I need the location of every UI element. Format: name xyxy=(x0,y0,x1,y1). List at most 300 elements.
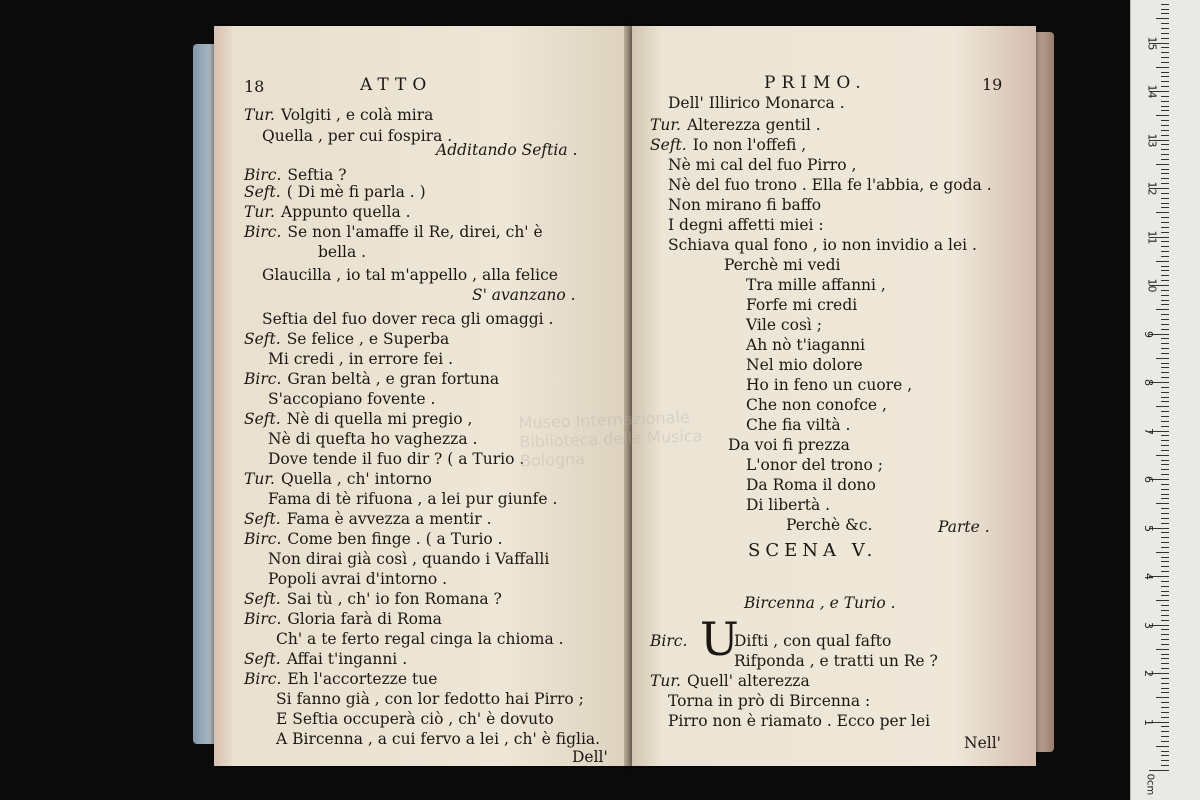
line-text: Additando Seftia . xyxy=(436,141,578,159)
ruler-tick xyxy=(1161,663,1169,664)
text-line xyxy=(668,216,824,234)
text-line xyxy=(262,127,452,145)
watermark-line: Biblioteca della Musica xyxy=(518,426,703,452)
ruler-tick xyxy=(1161,634,1169,635)
ruler-tick xyxy=(1156,455,1169,456)
line-text: Ah nò t'iaganni xyxy=(746,336,866,354)
line-text: Seftia del fuo dover reca gli omaggi . xyxy=(262,310,554,328)
drop-capital: U xyxy=(700,612,739,666)
text-line xyxy=(268,550,549,568)
ruler-tick xyxy=(1161,557,1169,558)
ruler-tick xyxy=(1161,270,1169,271)
text-line xyxy=(244,203,411,221)
text-line xyxy=(244,650,407,668)
text-line xyxy=(268,450,524,468)
ruler-tick xyxy=(1161,329,1169,330)
ruler-tick xyxy=(1161,367,1169,368)
text-line xyxy=(276,730,600,748)
ruler-tick xyxy=(1161,33,1169,34)
text-line xyxy=(746,416,850,434)
line-text: I degni affetti miei : xyxy=(668,216,824,234)
ruler-tick xyxy=(1161,348,1169,349)
ruler-tick xyxy=(1161,183,1169,184)
text-line xyxy=(746,316,822,334)
ruler-tick xyxy=(1161,416,1169,417)
line-text: Appunto quella . xyxy=(280,203,411,221)
ruler-tick xyxy=(1161,52,1169,53)
scene-heading: SCENA V. xyxy=(748,540,878,561)
ruler-tick xyxy=(1161,4,1169,5)
ruler-tick xyxy=(1161,464,1169,465)
ruler-tick xyxy=(1156,358,1169,359)
ruler-number: 3 xyxy=(1142,621,1155,629)
ruler-tick xyxy=(1161,542,1169,543)
speaker-label: Tur. xyxy=(244,203,275,221)
line-text: Tra mille affanni , xyxy=(746,276,886,294)
line-text: Vile così ; xyxy=(746,316,823,334)
text-line xyxy=(318,243,366,261)
ruler-tick xyxy=(1161,120,1169,121)
ruler-tick xyxy=(1161,683,1169,684)
text-line xyxy=(244,590,502,608)
speaker-label: Tur. xyxy=(244,470,275,488)
ruler-tick xyxy=(1161,397,1169,398)
ruler-tick xyxy=(1161,508,1169,509)
text-line xyxy=(244,510,492,528)
ruler-tick xyxy=(1156,552,1169,553)
speaker-label: Birc. xyxy=(244,370,282,388)
ruler-tick xyxy=(1161,644,1169,645)
line-text: Forfe mi credi xyxy=(746,296,858,314)
line-text: Dell' Illirico Monarca . xyxy=(668,94,845,112)
ruler-tick xyxy=(1161,13,1169,14)
line-text: Da voi fi prezza xyxy=(728,436,850,454)
ruler-tick xyxy=(1161,387,1169,388)
line-text: Nè del fuo trono . Ella fe l'abbia, e goda . xyxy=(668,176,992,194)
ruler-tick xyxy=(1161,130,1169,131)
watermark-line: Museo Internazionale xyxy=(518,407,690,433)
text-line xyxy=(746,356,863,374)
line-text: Perchè mi vedi xyxy=(724,256,841,274)
text-line xyxy=(244,223,543,241)
speaker-label: Tur. xyxy=(650,116,681,134)
ruler-tick xyxy=(1156,503,1169,504)
ruler-tick xyxy=(1161,246,1169,247)
text-line xyxy=(268,430,477,448)
ruler-tick xyxy=(1161,86,1169,87)
ruler-tick xyxy=(1161,149,1169,150)
ruler-tick xyxy=(1161,227,1169,228)
ruler-number: 6 xyxy=(1142,476,1155,483)
text-line xyxy=(244,183,426,201)
text-line xyxy=(650,116,821,134)
ruler-tick xyxy=(1161,731,1169,732)
text-line xyxy=(650,632,693,650)
text-line xyxy=(746,376,912,394)
ruler-tick xyxy=(1161,222,1169,223)
text-line xyxy=(244,370,499,388)
ruler-tick xyxy=(1161,489,1169,490)
text-line xyxy=(244,166,347,184)
line-text: Ho in feno un cuore , xyxy=(746,376,913,394)
page-number: 19 xyxy=(982,75,1003,94)
ruler-tick xyxy=(1161,125,1169,126)
ruler-tick xyxy=(1161,300,1169,301)
page-number: 18 xyxy=(244,77,265,96)
text-line xyxy=(268,570,447,588)
ruler-tick xyxy=(1161,460,1169,461)
ruler-tick xyxy=(1161,377,1169,378)
ruler-tick xyxy=(1161,513,1169,514)
ruler-tick xyxy=(1156,697,1169,698)
speaker-label: Seft. xyxy=(244,330,281,348)
ruler-tick xyxy=(1161,566,1169,567)
ruler-tick xyxy=(1161,144,1169,145)
ruler-tick xyxy=(1161,295,1169,296)
ruler-tick xyxy=(1161,411,1169,412)
text-line xyxy=(746,496,830,514)
speaker-label: Birc. xyxy=(244,223,282,241)
line-text: Dell' xyxy=(572,748,608,766)
speaker-label: Tur. xyxy=(244,106,275,124)
ruler-tick xyxy=(1161,518,1169,519)
line-text: Dove tende il fuo dir ? ( a Turio . xyxy=(268,450,525,468)
text-line xyxy=(746,336,865,354)
ruler-number: 10 xyxy=(1145,278,1159,293)
line-text: Schiava qual fono , io non invidio a lei . xyxy=(668,236,977,254)
ruler-tick xyxy=(1156,67,1169,68)
ruler-tick xyxy=(1156,649,1169,650)
text-line xyxy=(668,156,856,174)
ruler-tick xyxy=(1161,372,1169,373)
line-text: Eh l'accortezze tue xyxy=(287,670,438,688)
line-text: Come ben finge . ( a Turio . xyxy=(287,530,503,548)
ruler-tick xyxy=(1161,38,1169,39)
ruler-tick xyxy=(1161,62,1169,63)
text-line xyxy=(472,286,576,304)
ruler-tick xyxy=(1161,765,1169,766)
library-watermark xyxy=(518,407,721,514)
ruler-number: 2 xyxy=(1142,670,1155,677)
watermark-line: Bologna xyxy=(519,449,586,471)
line-text: Seftia ? xyxy=(287,166,347,184)
line-text: Non mirano fi baffo xyxy=(668,196,822,214)
ruler-tick xyxy=(1161,494,1169,495)
text-line xyxy=(276,710,554,728)
ruler-tick xyxy=(1161,110,1169,111)
text-line xyxy=(244,530,503,548)
ruler-tick xyxy=(1161,654,1169,655)
line-text: Difti , con qual fafto xyxy=(734,632,892,650)
ruler-tick xyxy=(1161,203,1169,204)
text-line xyxy=(262,310,553,328)
ruler-tick xyxy=(1156,261,1169,262)
ruler-tick xyxy=(1161,193,1169,194)
ruler-tick xyxy=(1161,314,1169,315)
ruler-tick xyxy=(1161,178,1169,179)
ruler-tick xyxy=(1161,440,1169,441)
ruler-tick xyxy=(1161,755,1169,756)
ruler-tick xyxy=(1161,363,1169,364)
ruler-tick xyxy=(1161,173,1169,174)
line-text: Io non l'offefi , xyxy=(692,136,807,154)
ruler-tick xyxy=(1161,668,1169,669)
text-line xyxy=(746,476,876,494)
ruler-tick xyxy=(1161,610,1169,611)
ruler-tick xyxy=(1161,266,1169,267)
text-line xyxy=(964,734,1001,752)
text-line xyxy=(668,176,992,194)
line-text: Ch' a te ferto regal cinga la chioma . xyxy=(276,630,564,648)
ruler-tick xyxy=(1161,232,1169,233)
running-header: PRIMO. xyxy=(764,73,867,93)
ruler-tick xyxy=(1161,101,1169,102)
text-line xyxy=(734,652,938,670)
text-line xyxy=(746,396,887,414)
ruler-tick xyxy=(1161,256,1169,257)
speaker-label: Seft. xyxy=(244,510,281,528)
ruler-tick xyxy=(1161,707,1169,708)
ruler-number: 14 xyxy=(1145,84,1159,99)
line-text: Quella , per cui fospira . xyxy=(262,127,453,145)
ruler-tick xyxy=(1161,280,1169,281)
ruler-tick xyxy=(1161,275,1169,276)
speaker-label: Birc. xyxy=(244,166,282,184)
line-text: Glaucilla , io tal m'appello , alla felice xyxy=(262,266,558,284)
line-text: Se felice , e Superba xyxy=(286,330,450,348)
ruler-tick xyxy=(1161,290,1169,291)
line-text: Torna in prò di Bircenna : xyxy=(668,692,871,710)
ruler-tick xyxy=(1161,474,1169,475)
ruler-tick xyxy=(1161,741,1169,742)
line-text: Sai tù , ch' io fon Romana ? xyxy=(286,590,502,608)
ruler-number: 4 xyxy=(1142,573,1155,580)
ruler-tick xyxy=(1161,343,1169,344)
line-text: S' avanzano . xyxy=(472,286,576,304)
line-text: Nè di quefta ho vaghezza . xyxy=(268,430,478,448)
line-text: Gloria farà di Roma xyxy=(287,610,442,628)
line-text: S'accopiano fovente . xyxy=(268,390,436,408)
line-text: Popoli avrai d'intorno . xyxy=(268,570,448,588)
speaker-label: Birc. xyxy=(650,632,688,650)
ruler-tick xyxy=(1156,212,1169,213)
ruler-tick xyxy=(1156,600,1169,601)
speaker-label: Seft. xyxy=(650,136,687,154)
line-text: Mi credi , in errore fei . xyxy=(268,350,454,368)
ruler-tick xyxy=(1161,319,1169,320)
ruler-number: 15 xyxy=(1145,36,1159,50)
speaker-label: Birc. xyxy=(244,610,282,628)
ruler-tick xyxy=(1161,23,1169,24)
ruler-tick xyxy=(1161,615,1169,616)
line-text: Fama di tè rifuona , a lei pur giunfe . xyxy=(268,490,558,508)
text-line xyxy=(746,276,886,294)
line-text: Affai t'inganni . xyxy=(286,650,408,668)
line-text: Nel mio dolore xyxy=(746,356,863,374)
line-text: Non dirai già così , quando i Vaffalli xyxy=(268,550,550,568)
line-text: Gran beltà , e gran fortuna xyxy=(287,370,500,388)
text-line xyxy=(668,94,845,112)
text-line xyxy=(436,141,577,159)
ruler-tick xyxy=(1161,57,1169,58)
line-text: Pirro non è riamato . Ecco per lei xyxy=(668,712,931,730)
text-line xyxy=(650,136,806,154)
speaker-label: Tur. xyxy=(650,672,681,690)
line-text: Perchè &c. xyxy=(786,516,873,534)
ruler-tick xyxy=(1161,9,1169,10)
ruler-tick xyxy=(1161,207,1169,208)
text-line xyxy=(244,470,432,488)
ruler-number: 1 xyxy=(1142,718,1155,726)
text-line xyxy=(244,610,442,628)
ruler-tick xyxy=(1161,445,1169,446)
ruler-tick xyxy=(1161,605,1169,606)
text-line xyxy=(244,106,433,124)
ruler-tick xyxy=(1156,18,1169,19)
ruler-tick xyxy=(1161,401,1169,402)
ruler-tick xyxy=(1161,581,1169,582)
ruler-tick xyxy=(1149,770,1169,771)
ruler-tick xyxy=(1161,198,1169,199)
text-line xyxy=(268,490,557,508)
text-line xyxy=(262,266,558,284)
ruler-tick xyxy=(1161,450,1169,451)
ruler-tick xyxy=(1156,164,1169,165)
line-text: Che fia viltà . xyxy=(746,416,851,434)
speaker-label: Seft. xyxy=(244,650,281,668)
ruler-tick xyxy=(1161,392,1169,393)
right-page xyxy=(632,26,1036,766)
ruler-tick xyxy=(1161,629,1169,630)
text-line xyxy=(786,516,872,534)
text-line xyxy=(668,196,821,214)
line-text: Rifponda , e tratti un Re ? xyxy=(734,652,938,670)
ruler-tick xyxy=(1161,251,1169,252)
left-page xyxy=(214,26,628,766)
text-line xyxy=(650,672,810,690)
line-text: ( Di mè fi parla . ) xyxy=(286,183,426,201)
speaker-label: Seft. xyxy=(244,590,281,608)
ruler-tick xyxy=(1161,726,1169,727)
line-text: Nell' xyxy=(964,734,1001,752)
measuring-ruler xyxy=(1130,0,1200,800)
line-text: Si fanno già , con lor fedotto hai Pirro ; xyxy=(276,690,584,708)
ruler-tick xyxy=(1161,712,1169,713)
line-text: Volgiti , e colà mira xyxy=(280,106,434,124)
line-text: Quell' alterezza xyxy=(686,672,810,690)
line-text: Se non l'amaffe il Re, direi, ch' è xyxy=(287,223,543,241)
text-line xyxy=(268,390,435,408)
ruler-tick xyxy=(1161,620,1169,621)
ruler-tick xyxy=(1161,241,1169,242)
ruler-tick xyxy=(1161,76,1169,77)
ruler-tick xyxy=(1161,586,1169,587)
text-line xyxy=(668,712,930,730)
ruler-tick xyxy=(1161,561,1169,562)
ruler-tick xyxy=(1161,435,1169,436)
ruler-tick xyxy=(1161,324,1169,325)
ruler-tick xyxy=(1161,304,1169,305)
text-line xyxy=(244,410,472,428)
running-header: ATTO xyxy=(360,75,433,95)
line-text: Nè di quella mi pregio , xyxy=(286,410,473,428)
ruler-tick xyxy=(1161,537,1169,538)
ruler-tick xyxy=(1161,159,1169,160)
ruler-tick xyxy=(1161,736,1169,737)
line-text: A Bircenna , a cui fervo a lei , ch' è figlia. xyxy=(276,730,601,748)
text-line xyxy=(244,670,437,688)
speaker-label: Birc. xyxy=(244,530,282,548)
ruler-tick xyxy=(1161,47,1169,48)
ruler-tick xyxy=(1161,639,1169,640)
ruler-tick xyxy=(1161,338,1169,339)
ruler-tick xyxy=(1161,702,1169,703)
text-line xyxy=(938,518,990,536)
text-line xyxy=(724,256,840,274)
line-text: Che non conofce , xyxy=(746,396,887,414)
ruler-number: 5 xyxy=(1142,524,1155,532)
ruler-tick xyxy=(1161,692,1169,693)
text-line xyxy=(734,632,891,650)
ruler-tick xyxy=(1161,658,1169,659)
ruler-unit: 0cm xyxy=(1144,773,1156,796)
text-line xyxy=(728,436,850,454)
ruler-tick xyxy=(1161,717,1169,718)
ruler-tick xyxy=(1161,678,1169,679)
ruler-tick xyxy=(1161,523,1169,524)
ruler-tick xyxy=(1161,72,1169,73)
line-text: Di libertà . xyxy=(746,496,831,514)
line-text: Nè mi cal del fuo Pirro , xyxy=(668,156,857,174)
text-line xyxy=(744,594,896,612)
ruler-tick xyxy=(1161,96,1169,97)
line-text: E Seftia occuperà ciò , ch' è dovuto xyxy=(276,710,554,728)
ruler-tick xyxy=(1161,28,1169,29)
ruler-tick xyxy=(1161,469,1169,470)
line-text: bella . xyxy=(318,243,367,261)
ruler-tick xyxy=(1161,106,1169,107)
ruler-tick xyxy=(1161,421,1169,422)
text-line xyxy=(668,692,870,710)
ruler-tick xyxy=(1161,484,1169,485)
ruler-tick xyxy=(1156,309,1169,310)
speaker-label: Seft. xyxy=(244,410,281,428)
ruler-tick xyxy=(1161,595,1169,596)
ruler-number: 13 xyxy=(1145,133,1159,147)
ruler-tick xyxy=(1156,746,1169,747)
ruler-tick xyxy=(1161,81,1169,82)
ruler-number: 8 xyxy=(1142,379,1155,386)
ruler-tick xyxy=(1161,154,1169,155)
ruler-tick xyxy=(1156,115,1169,116)
ruler-tick xyxy=(1161,760,1169,761)
ruler-tick xyxy=(1161,571,1169,572)
line-text: Da Roma il dono xyxy=(746,476,876,494)
ruler-tick xyxy=(1161,751,1169,752)
ruler-tick xyxy=(1161,135,1169,136)
ruler-tick xyxy=(1161,426,1169,427)
ruler-tick xyxy=(1161,169,1169,170)
ruler-tick xyxy=(1161,547,1169,548)
ruler-tick xyxy=(1156,406,1169,407)
ruler-number: 9 xyxy=(1142,330,1155,338)
ruler-number: 11 xyxy=(1145,230,1159,244)
ruler-tick xyxy=(1161,532,1169,533)
text-line xyxy=(276,630,564,648)
ruler-number: 12 xyxy=(1145,181,1159,196)
speaker-label: Seft. xyxy=(244,183,281,201)
ruler-tick xyxy=(1161,688,1169,689)
